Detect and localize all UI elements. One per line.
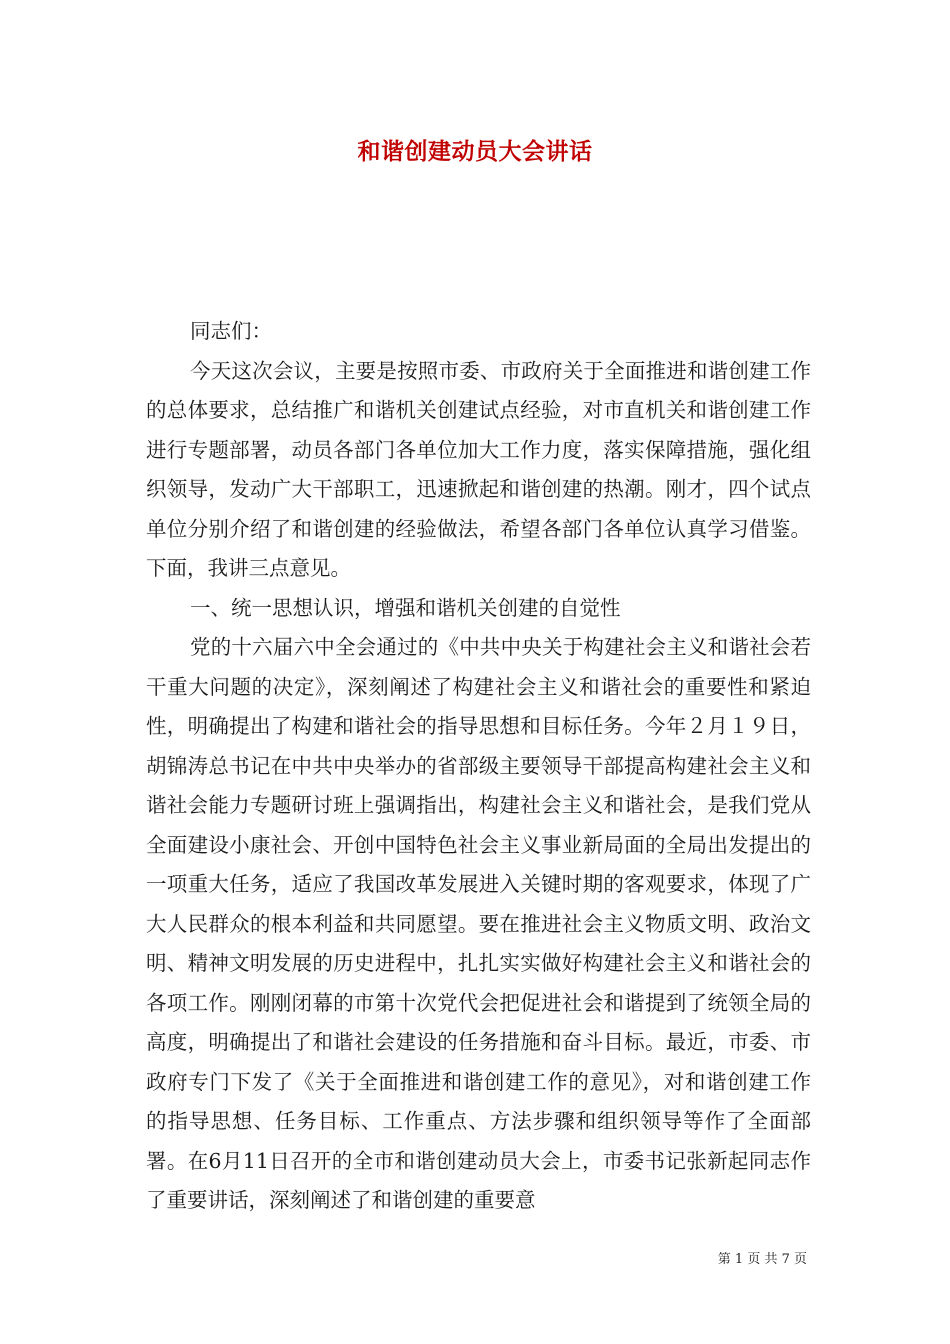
document-body [146,312,811,1221]
paragraph-section-one: 党的十六届六中全会通过的《中共中央关于构建社会主义和谐社会若干重大问题的决定》，深刻阐述了构建社会主义和谐社会的重要性和紧迫性，明确提出了构建和谐社会的指导思想和目标任务。今年２月１９日，胡锦涛总书记在中共中央举办的省部级主要领导干部提高构建社会主义和谐社会能力专题研讨班上强调指出，构建社会主义和谐社会，是我们党从全面建设小康社会、开创中国特色社会主义事业新局面的全局出发提出的一项重大任务，适应了我国改革发展进入关键时期的客观要求，体现了广大人民群众的根本利益和共同愿望。要在推进社会主义物质文明、政治文明、精神文明发展的历史进程中，扎扎实实做好构建社会主义和谐社会的各项工作。刚刚闭幕的市第十次党代会把促进社会和谐提到了统领全局的高度，明确提出了和谐社会建设的任务措施和奋斗目标。最近，市委、市政府专门下发了《关于全面推进和谐创建工作的意见》，对和谐创建工作的指导思想、任务目标、工作重点、方法步骤和组织领导等作了全面部署。在6月11日召开的全市和谐创建动员大会上，市委书记张新起同志作了重要讲话，深刻阐述了和谐创建的重要意 [146,635,811,1212]
document-title: 和谐创建动员大会讲话 [357,138,593,165]
salutation: 同志们： [190,319,272,343]
paragraph-intro: 今天这次会议，主要是按照市委、市政府关于全面推进和谐创建工作的总体要求，总结推广和谐机关创建试点经验，对市直机关和谐创建工作进行专题部署，动员各部门各单位加大工作力度，落实保障措施，强化组织领导，发动广大干部职工，迅速掀起和谐创建的热潮。刚才，四个试点单位分别介绍了和谐创建的经验做法，希望各部门各单位认真学习借鉴。下面，我讲三点意见。 [146,358,811,580]
section-heading: 一、统一思想认识，增强和谐机关创建的自觉性 [190,595,621,620]
page-number: 第 1 页 共 7 页 [717,1252,807,1267]
